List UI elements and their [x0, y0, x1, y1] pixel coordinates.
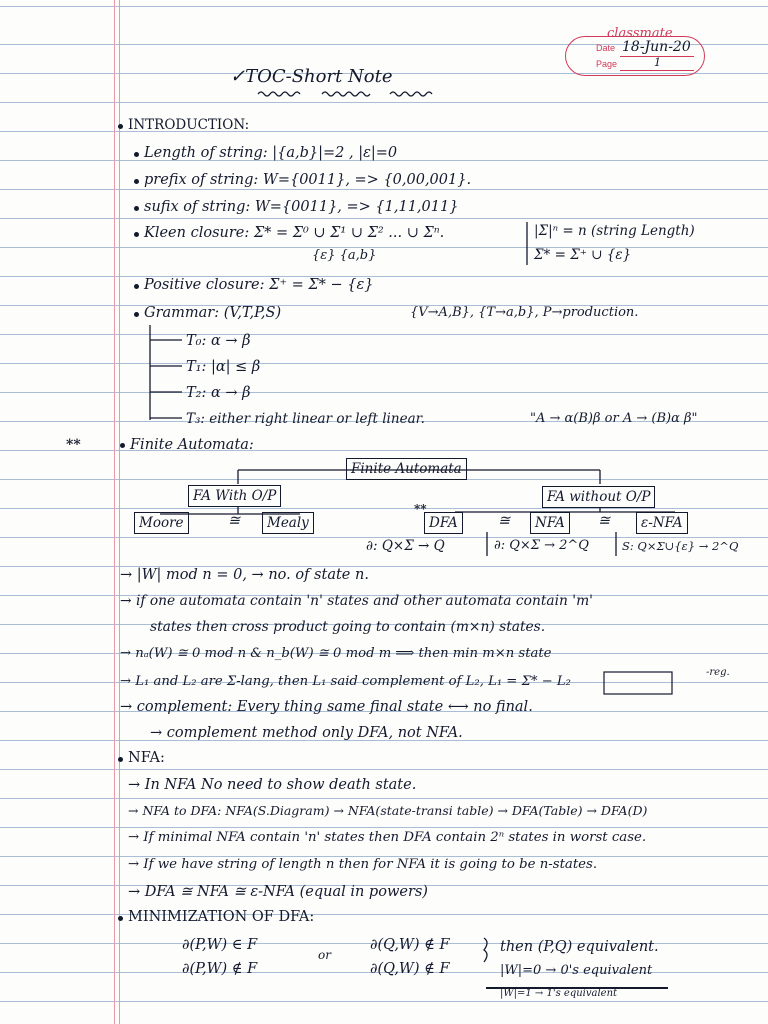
- bullet: [134, 284, 139, 289]
- page-title: ✓TOC-Short Note: [230, 66, 393, 87]
- min-equivalent: then (P,Q) equivalent.: [500, 939, 659, 955]
- note-line-grammar: Grammar: (V,T,P,S): [144, 305, 282, 321]
- note-line-kleen: Kleen closure: Σ* = Σ⁰ ∪ Σ¹ ∪ Σ² ... ∪ Σⁿ.: [144, 225, 445, 241]
- delta-dfa: ∂: Q×Σ → Q: [366, 538, 445, 554]
- note-line-kleen-right2: Σ* = Σ⁺ ∪ {ε}: [534, 247, 632, 263]
- grammar-type-0: T₀: α → β: [186, 333, 251, 349]
- bullet: [134, 312, 139, 317]
- date-label: Date: [596, 43, 616, 53]
- bullet: [134, 179, 139, 184]
- approx-sign: ≅: [228, 513, 241, 529]
- nfa-heading: NFA:: [128, 750, 165, 766]
- note-line-nab: → nₐ(W) ≅ 0 mod n & n_b(W) ≅ 0 mod m ⟹ then min m×n state: [120, 646, 552, 661]
- bullet: [118, 916, 123, 921]
- intro-heading: INTRODUCTION:: [128, 117, 250, 133]
- note-line-nfa4: → If we have string of length n then for NFA it is going to be n-states.: [128, 857, 598, 872]
- note-line-cross2: states then cross product going to contain (m×n) states.: [150, 619, 546, 635]
- note-line-kleen-sub: {ε} {a,b}: [312, 248, 377, 263]
- grammar-type-2: T₂: α → β: [186, 385, 251, 401]
- note-line-length: Length of string: |{a,b}|=2 , |ε|=0: [144, 145, 398, 161]
- note-line-nfa3: → If minimal NFA contain 'n' states then DFA contain 2ⁿ states in worst case.: [128, 830, 647, 845]
- fa-output-box: FA With O/P: [188, 485, 281, 507]
- min-or: or: [318, 948, 331, 962]
- grammar-type-3: T₃: either right linear or left linear.: [186, 411, 425, 427]
- stars-mark: **: [66, 437, 81, 453]
- bullet: [118, 757, 123, 762]
- note-line-complement: → complement: Every thing same final state ⟷ no final.: [120, 699, 533, 715]
- min-p-notin: ∂(P,W) ∉ F: [182, 961, 258, 977]
- stars-mark: **: [414, 502, 427, 516]
- bullet: [134, 232, 139, 237]
- minimization-heading: MINIMIZATION OF DFA:: [128, 909, 315, 925]
- bullet: [134, 206, 139, 211]
- note-line-nfa1: → In NFA No need to show death state.: [128, 777, 417, 793]
- approx-sign: ≅: [498, 513, 511, 529]
- note-line-cross1: → if one automata contain 'n' states and other automata contain 'm': [120, 593, 593, 609]
- grammar-type-3-right: "A → α(B)β or A → (B)α β": [530, 411, 698, 426]
- min-w0: |W|=0 → 0's equivalent: [500, 963, 653, 978]
- finite-heading: Finite Automata:: [130, 437, 254, 453]
- delta-nfa: ∂: Q×Σ → 2^Q: [494, 538, 589, 553]
- date-value: 18-Jun-20: [622, 39, 691, 55]
- page-value: 1: [654, 56, 661, 69]
- note-line-suffix: sufix of string: W={0011}, => {1,11,011}: [144, 199, 459, 215]
- note-line-l1l2: → L₁ and L₂ are Σ-lang, then L₁ said complement of L₂, L₁ = Σ* − L₂: [120, 674, 571, 689]
- fa-no-output-box: FA without O/P: [542, 486, 655, 508]
- mealy-box: Mealy: [262, 512, 314, 534]
- bullet: [120, 443, 125, 448]
- note-line-nfa5: → DFA ≅ NFA ≅ ε-NFA (equal in powers): [128, 884, 428, 900]
- note-line-positive: Positive closure: Σ⁺ = Σ* − {ε}: [144, 277, 374, 293]
- note-line-complement2: → complement method only DFA, not NFA.: [150, 725, 463, 741]
- grammar-type-1: T₁: |α| ≤ β: [186, 359, 261, 375]
- min-w1: |W|=1 → 1's equivalent: [500, 988, 618, 999]
- nfa-box: NFA: [530, 512, 570, 534]
- page-label: Page: [596, 59, 618, 69]
- enfa-box: ε-NFA: [636, 512, 688, 534]
- fa-root-box: Finite Automata: [346, 458, 467, 480]
- delta-enfa: S: Q×Σ∪{ε} → 2^Q: [622, 539, 739, 553]
- note-line-nfa2: → NFA to DFA: NFA(S.Diagram) → NFA(state-transi table) → DFA(Table) → DFA(D): [128, 803, 648, 818]
- note-line-mod: → |W| mod n = 0, → no. of state n.: [120, 567, 369, 583]
- min-q-notin: ∂(Q,W) ∉ F: [370, 937, 450, 953]
- note-line-prefix: prefix of string: W={0011}, => {0,00,001}.: [144, 172, 472, 188]
- bullet: [118, 124, 123, 129]
- note-line-kleen-right1: |Σ|ⁿ = n (string Length): [534, 223, 695, 239]
- note-line-grammar-right: {V→A,B}, {T→a,b}, P→production.: [410, 305, 639, 320]
- min-p-in: ∂(P,W) ∈ F: [182, 937, 258, 953]
- moore-box: Moore: [134, 512, 189, 534]
- brand-logo: classmate: [607, 26, 673, 41]
- min-q-notin-2: ∂(Q,W) ∉ F: [370, 961, 450, 977]
- note-reg: -reg.: [706, 667, 730, 678]
- approx-sign: ≅: [598, 513, 611, 529]
- bullet: [134, 152, 139, 157]
- dfa-box: DFA: [424, 512, 463, 534]
